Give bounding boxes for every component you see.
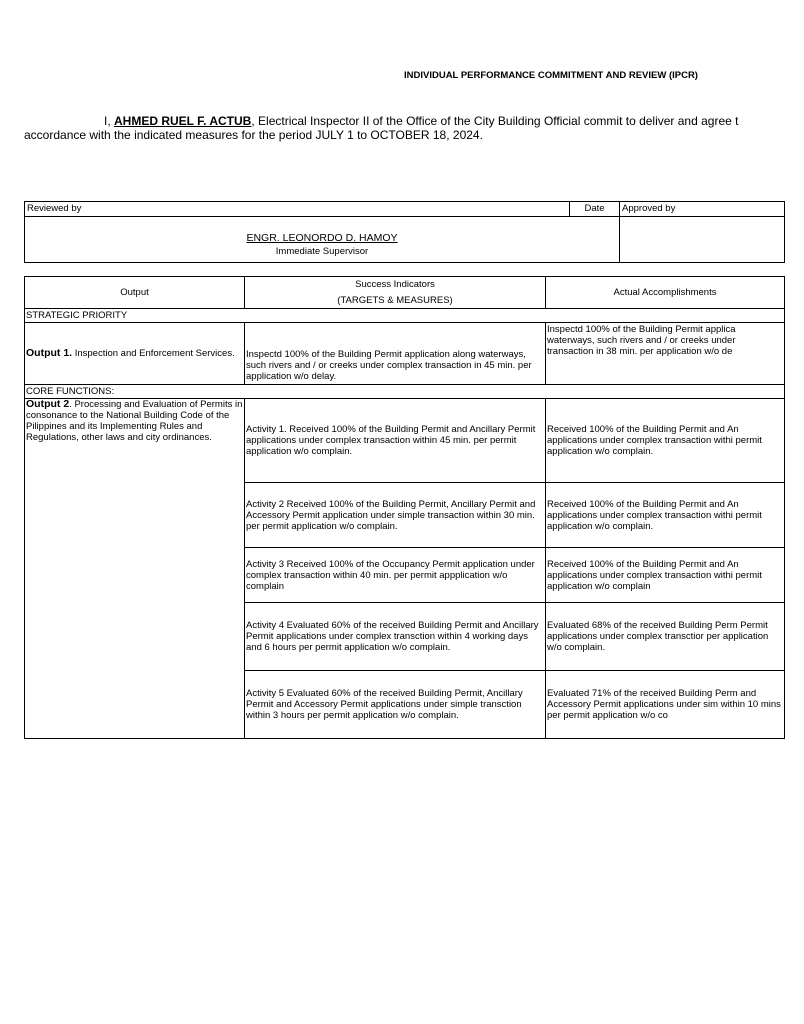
header-success-line2: (TARGETS & MEASURES) <box>337 295 453 306</box>
output-1-label: Output 1. <box>26 347 73 359</box>
activity-2-indicator: Activity 2 Received 100% of the Building Permit, Ancillary Permit and Accessory Permit application under simple transaction within 30 min. per permit application w/o complain. <box>245 483 546 548</box>
commitment-line-1 <box>24 114 804 128</box>
activity-5-actual: Evaluated 71% of the received Building Perm and Accessory Permit applications under sim within 10 mins per permit application w/o co <box>546 671 785 739</box>
commitment-line-2: accordance with the indicated measures for the period JULY 1 to OCTOBER 18, 2024. <box>24 128 483 142</box>
activity-3-actual: Received 100% of the Building Permit and An applications under complex transaction withi permit application w/o complain <box>546 548 785 603</box>
activity-4-indicator: Activity 4 Evaluated 60% of the received Building Permit and Ancillary Permit applications under complex transction within 4 working days and 6 hours per permit application w/o complain. <box>245 603 546 671</box>
output-1-text: Inspection and Enforcement Services. <box>72 348 235 359</box>
header-success-indicators <box>245 277 546 309</box>
ipcr-table <box>24 276 785 739</box>
section-core-functions: CORE FUNCTIONS: <box>25 385 785 399</box>
section-strategic-priority: STRATEGIC PRIORITY <box>25 309 785 323</box>
approver-signature-cell <box>620 217 785 263</box>
reviewed-by-label: Reviewed by <box>25 202 570 217</box>
document-title: INDIVIDUAL PERFORMANCE COMMITMENT AND REVIEW (IPCR) <box>404 70 698 81</box>
activity-5-indicator: Activity 5 Evaluated 60% of the received Building Permit, Ancillary Permit and Accessory Permit applications under simple transction within 3 hours per permit application w/o complain. <box>245 671 546 739</box>
supervisor-name: ENGR. LEONORDO D. HAMOY <box>246 232 398 244</box>
activity-3-indicator: Activity 3 Received 100% of the Occupancy Permit application under complex transaction within 40 min. per permit appplication w/o complain <box>245 548 546 603</box>
header-actual-accomplishments: Actual Accomplishments <box>546 277 785 309</box>
employee-name: AHMED RUEL F. ACTUB <box>114 114 252 128</box>
activity-1-actual: Received 100% of the Building Permit and An applications under complex transaction withi permit application w/o complain. <box>546 399 785 483</box>
activity-2-actual: Received 100% of the Building Permit and An applications under complex transaction withi permit application w/o complain. <box>546 483 785 548</box>
commitment-statement <box>24 114 804 142</box>
activity-1-indicator: Activity 1. Received 100% of the Building Permit and Ancillary Permit applications under complex transaction within 45 min. per permit application w/o complain. <box>245 399 546 483</box>
output-1-indicator: Inspectd 100% of the Building Permit application along waterways, such rivers and / or creeks under complex transaction in 45 min. per application w/o delay. <box>245 323 546 385</box>
intro-line1-rest: , Electrical Inspector II of the Office of the City Building Official commit to deliver and agree t <box>251 114 739 128</box>
header-output: Output <box>25 277 245 309</box>
date-label: Date <box>570 202 620 217</box>
supervisor-role: Immediate Supervisor <box>275 246 369 257</box>
output-1-actual: Inspectd 100% of the Building Permit applica waterways, such rivers and / or creeks under transaction in 38 min. per application w/o de <box>546 323 785 385</box>
output-2-label: Output 2 <box>26 398 70 410</box>
approved-by-label: Approved by <box>620 202 785 217</box>
output-1-cell <box>25 323 245 385</box>
header-success-line1: Success Indicators <box>355 279 435 290</box>
activity-4-actual: Evaluated 68% of the received Building Perm Permit applications under complex transctior per application w/o complain. <box>546 603 785 671</box>
output-2-text: . Processing and Evaluation of Permits in consonance to the National Building Code of the Pilippines and its Implementing Rules and Regulations, other laws and city ordinances. <box>26 399 243 443</box>
output-2-cell <box>25 399 245 739</box>
intro-prefix: I, <box>104 114 111 128</box>
supervisor-signature-cell <box>25 217 620 263</box>
signature-table <box>24 201 785 263</box>
